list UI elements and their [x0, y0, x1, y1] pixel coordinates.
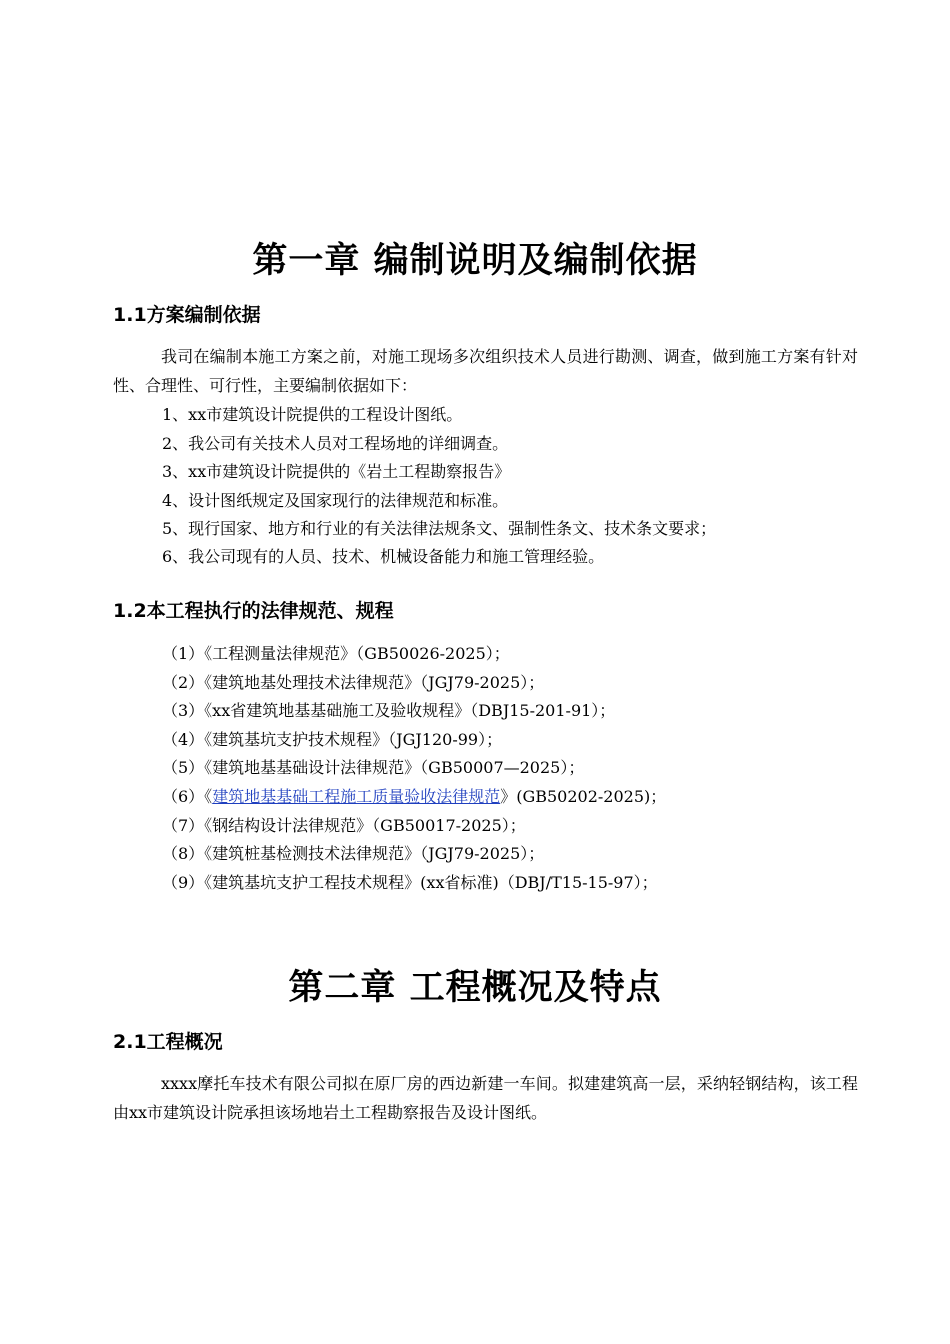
regulation-ref-5: （5）《建筑地基基础设计法律规范》（GB50007—2025）； [162, 758, 585, 777]
regulation-ref-7: （7）《钢结构设计法律规范》（GB50017-2025）； [162, 816, 526, 835]
basis-item-1: 1、xx市建筑设计院提供的工程设计图纸。 [162, 405, 463, 424]
regulation-ref-2: （2）《建筑地基处理技术法律规范》（JGJ79-2025）； [162, 673, 545, 692]
section-1-2-title: 1.2本工程执行的法律规范、规程 [113, 600, 394, 622]
basis-item-6: 6、我公司现有的人员、技术、机械设备能力和施工管理经验。 [162, 547, 605, 566]
regulation-ref-6 [162, 782, 666, 811]
chapter-1-title: 第一章 编制说明及编制依据 [252, 241, 698, 281]
regulation-ref-6-suffix: 》(GB50202-2025)； [500, 787, 667, 806]
section-2-1-body: xxxx摩托车技术有限公司拟在原厂房的西边新建一车间。拟建建筑高一层，采纳轻钢结构，该工程由xx市建筑设计院承担该场地岩土工程勘察报告及设计图纸。 [113, 1074, 858, 1122]
regulation-ref-6-link[interactable]: 建筑地基基础工程施工质量验收法律规范 [212, 787, 501, 806]
regulation-ref-6-prefix: （6）《 [162, 787, 213, 806]
section-1-1-intro: 我司在编制本施工方案之前，对施工现场多次组织技术人员进行勘测、调查，做到施工方案有针对性、合理性、可行性，主要编制依据如下： [113, 347, 858, 395]
chapter-2-title: 第二章 工程概况及特点 [288, 968, 662, 1008]
regulation-ref-8: （8）《建筑桩基检测技术法律规范》（JGJ79-2025）； [162, 844, 545, 863]
basis-item-2: 2、我公司有关技术人员对工程场地的详细调查。 [162, 434, 509, 453]
basis-item-4: 4、设计图纸规定及国家现行的法律规范和标准。 [162, 491, 509, 510]
regulation-ref-9: （9）《建筑基坑支护工程技术规程》(xx省标准)（DBJ/T15-15-97）； [162, 873, 658, 892]
section-1-1-title: 1.1方案编制依据 [113, 304, 261, 326]
regulation-ref-1: （1）《工程测量法律规范》（GB50026-2025）； [162, 644, 510, 663]
section-2-1-title: 2.1工程概况 [113, 1031, 223, 1053]
basis-item-3: 3、xx市建筑设计院提供的《岩土工程勘察报告》 [162, 462, 511, 481]
regulation-ref-4: （4）《建筑基坑支护技术规程》（JGJ120-99）； [162, 730, 503, 749]
basis-item-5: 5、现行国家、地方和行业的有关法律法规条文、强制性条文、技术条文要求； [162, 519, 717, 538]
regulation-ref-3: （3）《xx省建筑地基基础施工及验收规程》（DBJ15-201-91）； [162, 701, 616, 720]
